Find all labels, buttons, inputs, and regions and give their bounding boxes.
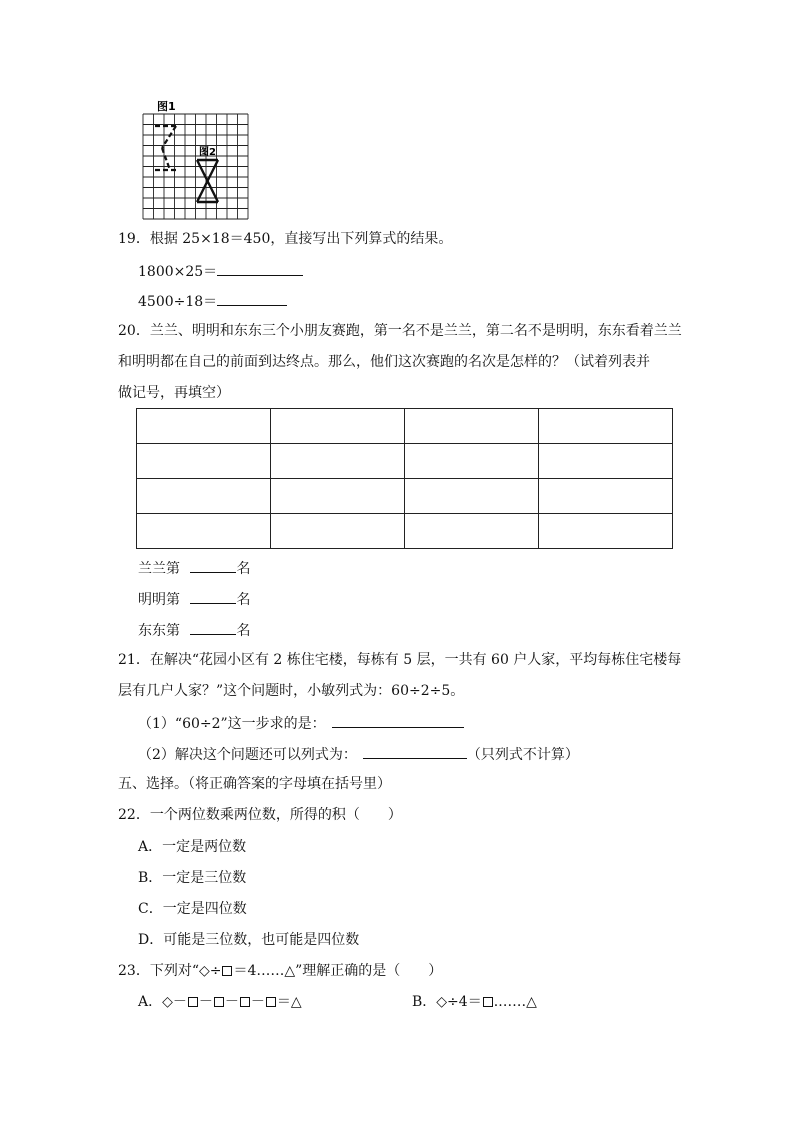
q20-answer-mingming (138, 589, 250, 609)
q21-line-2: 层有几户人家？”这个问题时，小敏列式为：60÷2÷5。 (118, 683, 465, 699)
grid-figure (140, 98, 250, 224)
table-cell[interactable] (539, 514, 673, 549)
table-cell[interactable] (137, 409, 271, 444)
table-cell[interactable] (271, 409, 405, 444)
q20-ranking-table (136, 408, 673, 549)
q21-line-1: 21．在解决“花园小区有 2 栋住宅楼，每栋有 5 层，一共有 60 户人家，平均每栋住宅楼每 (118, 652, 682, 668)
q21-answer-blank-1[interactable] (332, 713, 464, 728)
table-cell[interactable] (137, 444, 271, 479)
q23-option-a-minus: － (224, 994, 239, 1010)
q23-stem (118, 962, 442, 980)
q19-item-2 (138, 291, 287, 311)
figure-label-1: 图1 (157, 100, 176, 113)
square-icon (266, 997, 276, 1007)
table-cell[interactable] (405, 514, 539, 549)
q20-answer-prefix: 东东第 (138, 623, 180, 639)
table-cell[interactable] (271, 479, 405, 514)
table-cell[interactable] (137, 479, 271, 514)
grid-figure-svg (140, 98, 250, 220)
q19-answer-blank-2[interactable] (217, 291, 287, 306)
q23-stem-suffix: ＝4……△”理解正确的是（ ） (233, 963, 443, 979)
q21-sub-1 (138, 713, 464, 733)
q22-option-b[interactable]: B．一定是三位数 (138, 870, 247, 886)
q20-answer-prefix: 兰兰第 (138, 561, 180, 577)
q22-option-a[interactable]: A．一定是两位数 (138, 839, 247, 855)
q20-answer-dongdong (138, 620, 250, 640)
square-icon (483, 997, 493, 1007)
figure-label-2: 图2 (199, 147, 216, 158)
q22-option-d[interactable]: D．可能是三位数，也可能是四位数 (138, 932, 360, 948)
q20-line-1: 20．兰兰、明明和东东三个小朋友赛跑，第一名不是兰兰，第二名不是明明，东东看着兰兰 (118, 323, 682, 339)
q19-item-1 (138, 261, 303, 281)
table-cell[interactable] (405, 409, 539, 444)
q19-stem: 19．根据 25×18＝450，直接写出下列算式的结果。 (118, 231, 453, 247)
q20-line-3: 做记号，再填空） (118, 385, 230, 401)
q21-sub-1-text: （1）“60÷2”这一步求的是： (138, 716, 326, 732)
table-row (137, 479, 673, 514)
q22-stem: 22．一个两位数乘两位数，所得的积（ ） (118, 807, 402, 823)
table-cell[interactable] (539, 444, 673, 479)
q19-item-1-text: 1800×25＝ (138, 264, 218, 280)
q23-option-a-suffix: ＝△ (276, 994, 302, 1010)
q23-stem-prefix: 23．下列对“◇÷ (118, 963, 222, 979)
table-cell[interactable] (271, 514, 405, 549)
table-row (137, 409, 673, 444)
table-cell[interactable] (405, 444, 539, 479)
q23-option-b-suffix: .……△ (493, 994, 537, 1010)
q20-answer-blank-lanlan[interactable] (190, 558, 236, 573)
square-icon (214, 997, 224, 1007)
q23-option-b-prefix: B．◇÷4＝ (412, 994, 482, 1010)
q19-item-2-text: 4500÷18＝ (138, 294, 218, 310)
table-cell[interactable] (539, 479, 673, 514)
section-5-heading: 五、选择。（将正确答案的字母填在括号里） (118, 776, 391, 792)
q23-option-a-minus: － (198, 994, 213, 1010)
q21-answer-blank-2[interactable] (363, 744, 467, 759)
q19-answer-blank-1[interactable] (217, 261, 303, 276)
q23-option-b[interactable] (412, 993, 537, 1011)
table-cell[interactable] (271, 444, 405, 479)
q20-answer-prefix: 明明第 (138, 592, 180, 608)
q20-answer-lanlan (138, 558, 250, 578)
q20-answer-suffix: 名 (236, 561, 251, 577)
q22-option-c[interactable]: C．一定是四位数 (138, 901, 247, 917)
q21-sub-2 (138, 744, 579, 764)
table-cell[interactable] (539, 409, 673, 444)
square-icon (240, 997, 250, 1007)
table-row (137, 444, 673, 479)
square-icon (188, 997, 198, 1007)
q23-option-a-prefix: A．◇－ (138, 994, 187, 1010)
table-cell[interactable] (137, 514, 271, 549)
q20-answer-blank-dongdong[interactable] (190, 620, 236, 635)
square-icon (222, 966, 232, 976)
q23-option-a-minus: － (250, 994, 265, 1010)
q20-answer-suffix: 名 (236, 623, 251, 639)
q21-sub-2-suffix: （只列式不计算） (466, 747, 579, 763)
q20-line-2: 和明明都在自己的前面到达终点。那么，他们这次赛跑的名次是怎样的？（试着列表并 (118, 354, 650, 370)
table-row (137, 514, 673, 549)
q20-answer-blank-mingming[interactable] (190, 589, 236, 604)
q23-option-a[interactable] (138, 993, 302, 1011)
q21-sub-2-prefix: （2）解决这个问题还可以列式为： (138, 747, 357, 763)
q20-answer-suffix: 名 (236, 592, 251, 608)
table-cell[interactable] (405, 479, 539, 514)
